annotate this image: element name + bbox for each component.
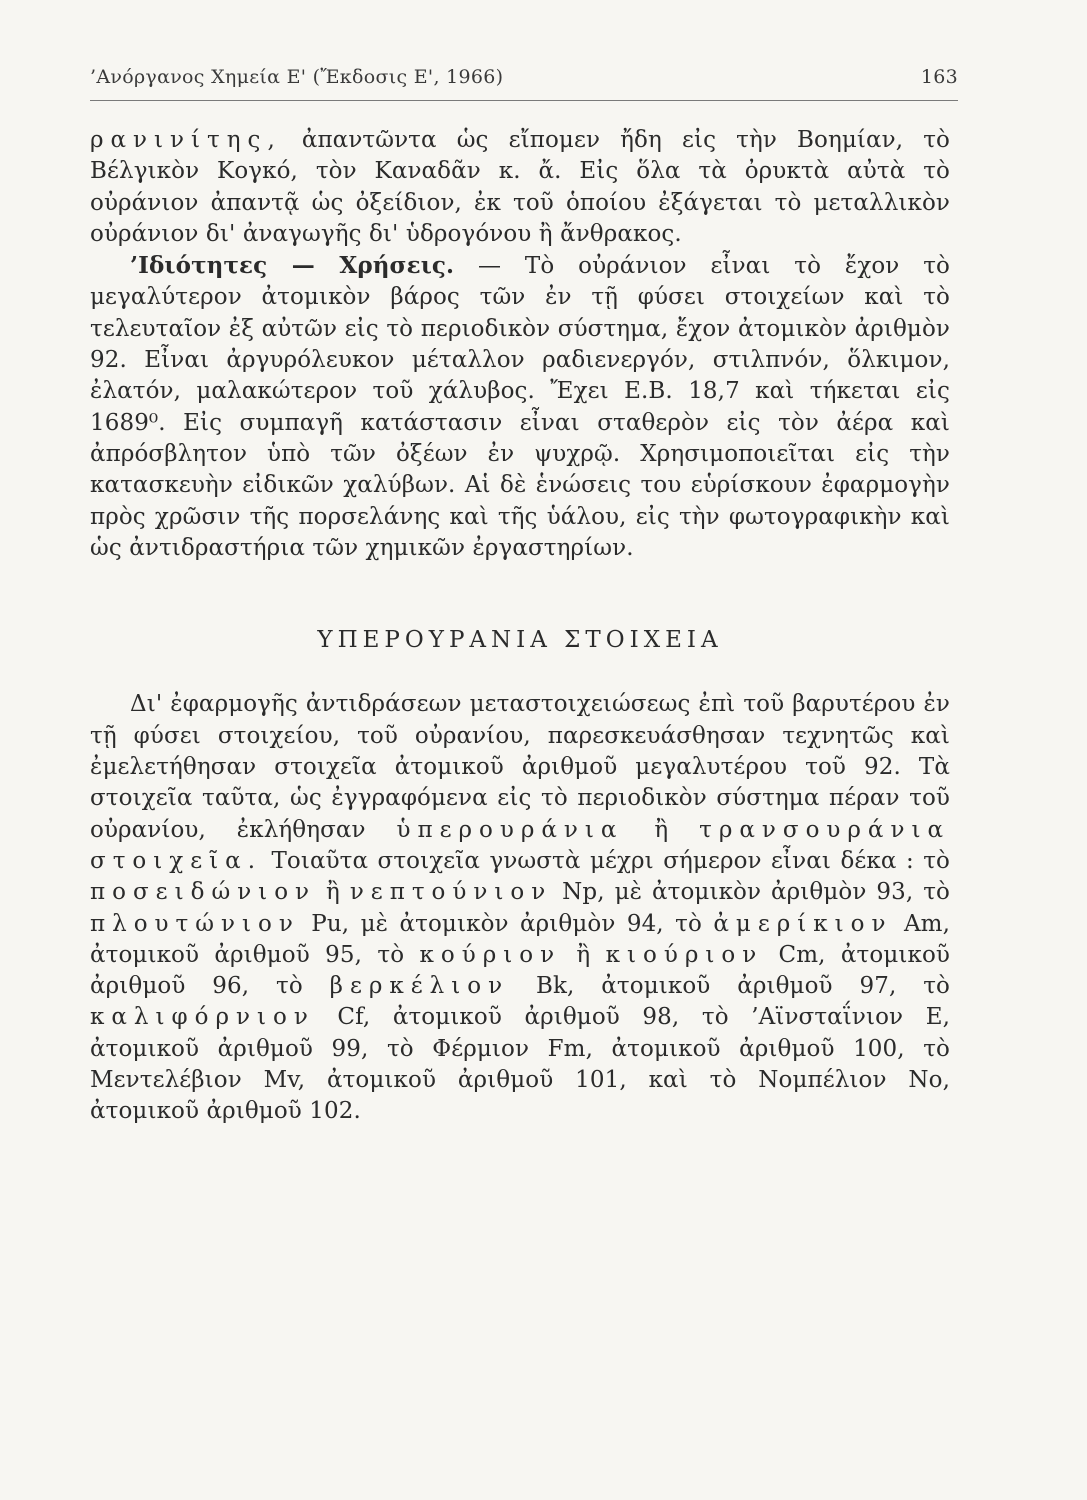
spaced-term: καλιφόρνιον <box>90 1004 315 1031</box>
spaced-term: ὑπερουράνια <box>396 816 624 843</box>
text-run: Cm, ἀτομικοῦ ἀριθμοῦ 96, τὸ <box>90 941 950 1000</box>
text-run: Δι' ἐφαρμογῆς ἀντιδράσεων μεταστοιχειώσεως ἐπὶ τοῦ βαρυτέρου ἐν τῇ φύσει στοιχείου, τοῦ οὐρανίου, παρεσκευάσθησαν τεχνητῶς καὶ ἐμελετήθησαν στοιχεῖα ἀτομικοῦ ἀριθμοῦ μεγαλυτέρου τοῦ 92. Τὰ στοιχεῖα ταῦτα, ὡς ἐγγραφόμενα εἰς τὸ περιοδικὸν σύστημα πέραν τοῦ οὐρανίου, ἐκλήθησαν <box>90 691 950 843</box>
paragraph-transuranium <box>90 689 950 1127</box>
paragraph-ores <box>90 125 950 250</box>
header-rule <box>90 100 958 101</box>
text-run: Pu, μὲ ἀτομικὸν ἀριθμὸν 94, τὸ <box>299 910 714 937</box>
spaced-term: τρανσουράνια στοιχεῖα. <box>90 816 950 874</box>
page-number: 163 <box>920 66 958 88</box>
body-text <box>90 125 950 1128</box>
text-run: Cf, ἀτομικοῦ ἀριθμοῦ 98, τὸ ’Αϊνσταΐνιον E, ἀτομικοῦ ἀριθμοῦ 99, τὸ Φέρμιον Fm, ἀτομικοῦ ἀριθμοῦ 100, τὸ Μεντελέβιον Mv, ἀτομικοῦ ἀριθμοῦ 101, καὶ τὸ Νομπέλιον No, ἀτομικοῦ ἀριθμοῦ 102. <box>90 1004 950 1125</box>
text-run: ἢ <box>561 941 606 968</box>
text-run: ἢ <box>316 879 350 906</box>
spaced-term: νεπτούνιον <box>349 879 553 906</box>
spaced-term: ἀμερίκιον <box>713 910 893 937</box>
text-run: Τοιαῦτα στοιχεῖα γνωστὰ μέχρι σήμερον εἶναι δέκα : τὸ <box>262 847 950 874</box>
spaced-term: ποσειδώνιον <box>90 879 317 906</box>
running-title: ’Ανόργανος Χημεία Ε' (Ἔκδοσις Ε', 1966) <box>90 66 504 88</box>
spaced-term: κιούριον <box>605 941 764 968</box>
text-run: Np, μὲ ἀτομικὸν ἀριθμὸν 93, τὸ <box>552 879 950 906</box>
paragraph-text: — Τὸ οὐράνιον εἶναι τὸ ἔχον τὸ μεγαλύτερον ἀτομικὸν βάρος τῶν ἐν τῇ φύσει στοιχείων καὶ τὸ τελευταῖον ἐξ αὐτῶν εἰς τὸ περιοδικὸν σύστημα, ἔχον ἀτομικὸν ἀριθμὸν 92. Εἶναι ἀργυρόλευκον μέταλλον ραδιενεργόν, στιλπνόν, ὅλκιμον, ἐλατόν, μαλακώτερον τοῦ χάλυβος. Ἔχει Ε.Β. 18,7 καὶ τήκεται εἰς 1689⁰. Εἰς συμπαγῆ κατάστασιν εἶναι σταθερὸν εἰς τὸν ἀέρα καὶ ἀπρόσβλητον ὑπὸ τῶν ὀξέων ἐν ψυχρῷ. Χρησιμοποιεῖται εἰς τὴν κατασκευὴν εἰδικῶν χαλύβων. Αἱ δὲ ἑνώσεις του εὑρίσκουν ἐφαρμογὴν πρὸς χρῶσιν τῆς πορσελάνης καὶ τῆς ὑάλου, εἰς τὴν φωτογραφικὴν καὶ ὡς ἀντιδραστήρια τῶν χημικῶν ἐργαστηρίων. <box>90 253 950 561</box>
spaced-term: κούριον <box>419 941 562 968</box>
text-run: Am, ἀτομικοῦ ἀριθμοῦ 95, τὸ <box>90 910 950 968</box>
text-run: Bk, ἀτομικοῦ ἀριθμοῦ 97, τὸ <box>509 973 951 1000</box>
page-header <box>90 66 958 88</box>
paragraph-properties <box>90 250 950 564</box>
spaced-term: πλουτώνιον <box>90 910 300 937</box>
spaced-word: ρανινίτης, <box>90 127 282 153</box>
spaced-term: βερκέλιον <box>329 973 510 1000</box>
paragraph-text: ἀπαντῶντα ὡς εἴπομεν ἤδη εἰς τὴν Βοημίαν, τὸ Βέλγικὸν Κογκό, τὸν Καναδᾶν κ. ἄ. Εἰς ὅλα τὰ ὀρυκτὰ αὐτὰ τὸ οὐράνιον ἀπαντᾷ ὡς ὀξείδιον, ἐκ τοῦ ὁποίου ἐξάγεται τὸ μεταλλικὸν οὐράνιον δι' ἀναγωγῆς δι' ὑδρογόνου ἢ ἄνθρακος. <box>90 127 950 247</box>
text-run: ἢ <box>623 816 700 843</box>
section-heading: ΥΠΕΡΟΥΡΑΝΙΑ ΣΤΟΙΧΕΙΑ <box>317 627 723 654</box>
section-lead: ’Ιδιότητες — Χρήσεις. <box>130 252 455 280</box>
